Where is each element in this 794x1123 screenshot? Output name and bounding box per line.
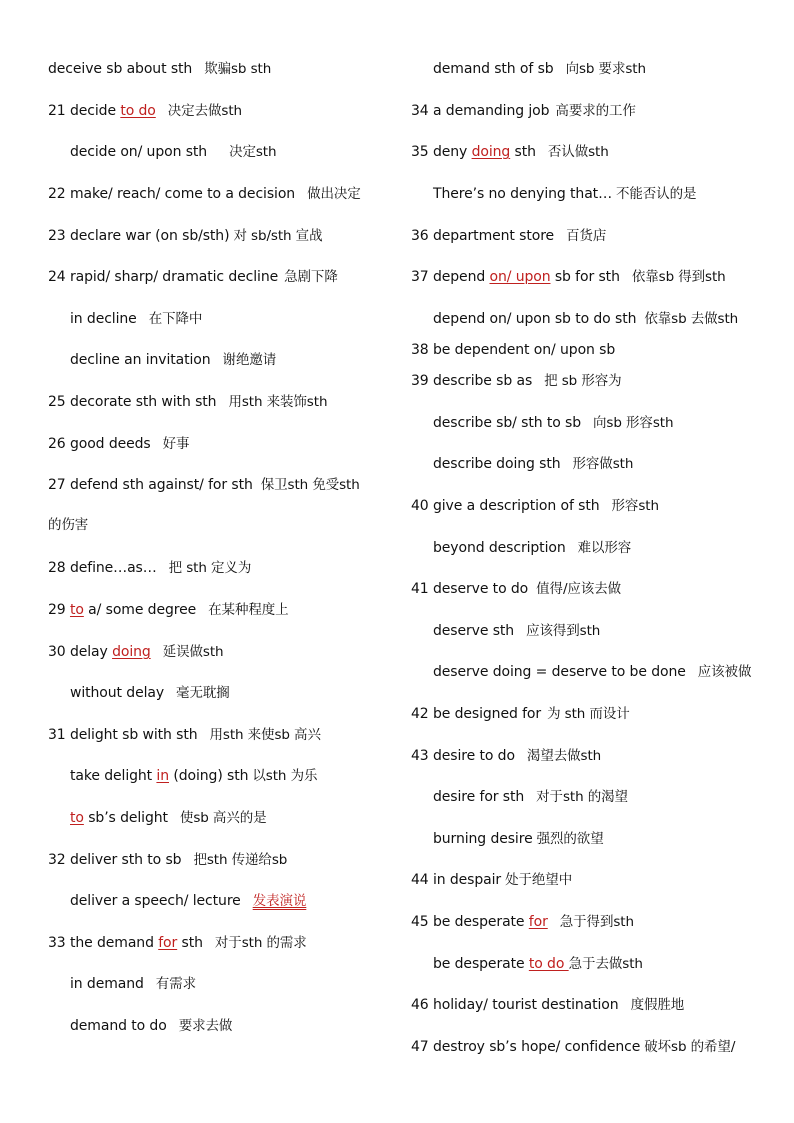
english-phrase: decide on/ upon sth: [70, 144, 208, 160]
entry-line: [48, 59, 271, 79]
chinese-meaning: 谢绝邀请: [222, 352, 277, 368]
chinese-meaning: 把sth 传递给sb: [193, 852, 288, 868]
entry-line: [411, 142, 609, 162]
chinese-meaning: 强烈的欲望: [536, 831, 604, 847]
highlighted-word: for: [158, 935, 178, 951]
english-phrase: 45 be desperate: [411, 914, 529, 930]
chinese-meaning: 否认做sth: [547, 144, 609, 160]
english-phrase: in demand: [70, 976, 144, 992]
entry-line: [70, 974, 196, 994]
english-phrase: 36 department store: [411, 228, 555, 244]
chinese-meaning: 以sth 为乐: [252, 768, 318, 784]
highlighted-word: on/ upon: [489, 269, 551, 285]
entry-line: [411, 226, 606, 246]
english-phrase: a/ some degree: [83, 602, 197, 618]
english-phrase: 28 define…as…: [48, 560, 157, 576]
highlighted-word: for: [528, 914, 548, 930]
chinese-meaning: 处于绝望中: [505, 872, 573, 888]
entry-line: [411, 371, 622, 391]
english-phrase: 31 delight sb with sth: [48, 727, 198, 743]
chinese-meaning: 有需求: [155, 976, 196, 992]
chinese-meaning: 毫无耽搁: [176, 685, 230, 701]
english-phrase: be desperate: [433, 956, 529, 972]
entry-line: [70, 891, 306, 911]
english-phrase: 22 make/ reach/ come to a decision: [48, 186, 296, 202]
chinese-meaning: 向sb 形容sth: [593, 415, 674, 431]
english-phrase: (doing) sth: [169, 768, 249, 784]
english-phrase: 29: [48, 602, 70, 618]
entry-line: [411, 1037, 735, 1057]
english-phrase: 37 depend: [411, 269, 490, 285]
entry-line: [433, 59, 646, 79]
entry-line: [411, 267, 726, 287]
entry-line: [411, 746, 601, 766]
chinese-meaning: 在下降中: [148, 311, 203, 327]
entry-line: [70, 350, 276, 370]
entry-line: [48, 267, 338, 287]
english-phrase: 43 desire to do: [411, 748, 515, 764]
highlighted-word: to do: [528, 956, 569, 972]
english-phrase: decline an invitation: [70, 352, 211, 368]
chinese-meaning: 急于得到sth: [559, 914, 634, 930]
chinese-meaning: 急剧下降: [284, 269, 338, 285]
chinese-meaning: 用sth 来使sb 高兴: [209, 727, 321, 743]
highlighted-word: to: [70, 810, 84, 826]
entry-line: [48, 933, 307, 953]
entry-line: [48, 434, 189, 454]
chinese-meaning: 度假胜地: [630, 997, 685, 1013]
entry-line: [70, 683, 230, 703]
english-phrase: 41 deserve to do: [411, 581, 529, 597]
english-phrase: deceive sb about sth: [48, 61, 193, 77]
chinese-meaning: 好事: [162, 436, 190, 452]
english-phrase: 38 be dependent on/ upon sb: [411, 342, 616, 358]
english-phrase: 39 describe sb as: [411, 373, 533, 389]
entry-line: [411, 995, 684, 1015]
entry-line: [433, 787, 628, 807]
english-phrase: depend on/ upon sb to do sth: [433, 311, 637, 327]
highlighted-word: to do: [120, 103, 156, 119]
entry-line: [411, 579, 621, 599]
entry-line: [411, 912, 634, 932]
chinese-meaning: 对于sth 的渴望: [536, 789, 628, 805]
entry-line: [70, 766, 317, 786]
english-phrase: 34 a demanding job: [411, 103, 550, 119]
english-phrase: 40 give a description of sth: [411, 498, 600, 514]
entry-line: [411, 340, 615, 360]
chinese-meaning: 使sb 高兴的是: [179, 810, 267, 826]
english-phrase: sth: [510, 144, 536, 160]
chinese-meaning: 保卫sth 免受sth: [260, 477, 360, 493]
chinese-meaning: 应该被做: [697, 664, 752, 680]
highlighted-word: to: [69, 602, 84, 618]
english-phrase: deserve sth: [433, 623, 515, 639]
chinese-meaning: 用sth 来装饰sth: [228, 394, 328, 410]
english-phrase: 24 rapid/ sharp/ dramatic decline: [48, 269, 279, 285]
chinese-meaning: 对 sb/sth 宣战: [233, 228, 323, 244]
entry-line: [48, 475, 360, 495]
english-phrase: sth: [177, 935, 203, 951]
chinese-meaning: 渴望去做sth: [526, 748, 602, 764]
english-phrase: 46 holiday/ tourist destination: [411, 997, 619, 1013]
chinese-meaning: 决定去做sth: [167, 103, 242, 119]
chinese-meaning: 百货店: [566, 228, 607, 244]
entry-line: [433, 829, 604, 849]
english-phrase: 32 deliver sth to sb: [48, 852, 182, 868]
entry-line: [48, 725, 321, 745]
english-phrase: deliver a speech/ lecture: [70, 893, 241, 909]
entry-line: [411, 704, 630, 724]
english-phrase: deserve doing = deserve to be done: [433, 664, 686, 680]
english-phrase: describe sb/ sth to sb: [433, 415, 582, 431]
chinese-meaning: 应该得到sth: [526, 623, 601, 639]
chinese-meaning: 形容做sth: [572, 456, 634, 472]
entry-line: [433, 309, 738, 329]
english-phrase: 21 decide: [48, 103, 121, 119]
chinese-meaning: 为 sth 而设计: [547, 706, 630, 722]
english-phrase: 47 destroy sb’s hope/ confidence: [411, 1039, 641, 1055]
highlighted-word: doing: [112, 644, 151, 660]
english-phrase: 42 be designed for: [411, 706, 542, 722]
chinese-meaning: 决定sth: [229, 144, 277, 160]
chinese-meaning: 在某种程度上: [208, 602, 289, 618]
english-phrase: 44 in despair: [411, 872, 502, 888]
english-phrase: 30 delay: [48, 644, 113, 660]
english-phrase: in decline: [70, 311, 137, 327]
english-phrase: without delay: [70, 685, 165, 701]
chinese-meaning: 形容sth: [611, 498, 659, 514]
english-phrase: sb’s delight: [83, 810, 168, 826]
entry-line: [48, 184, 361, 204]
english-phrase: describe doing sth: [433, 456, 561, 472]
english-phrase: burning desire: [433, 831, 533, 847]
chinese-meaning: 破坏sb 的希望/: [644, 1039, 736, 1055]
chinese-meaning: 欺骗sb sth: [204, 61, 272, 77]
english-phrase: beyond description: [433, 540, 566, 556]
english-phrase: 25 decorate sth with sth: [48, 394, 217, 410]
entry-line: [433, 662, 751, 682]
chinese-meaning: 依靠sb 得到sth: [631, 269, 726, 285]
entry-line: [433, 413, 673, 433]
chinese-meaning: 做出决定: [307, 186, 361, 202]
english-phrase: 23 declare war (on sb/sth): [48, 228, 230, 244]
entry-line: [48, 850, 287, 870]
entry-line: [433, 621, 600, 641]
chinese-meaning: 把 sb 形容为: [544, 373, 622, 389]
chinese-meaning: 向sb 要求sth: [565, 61, 646, 77]
entry-line: [411, 496, 659, 516]
chinese-meaning: 高要求的工作: [555, 103, 636, 119]
chinese-meaning: 不能否认的是: [615, 186, 697, 202]
highlighted-word: doing: [471, 144, 511, 160]
entry-line: [70, 808, 267, 828]
english-phrase: desire for sth: [433, 789, 525, 805]
chinese-meaning: 依靠sb 去做sth: [644, 311, 739, 327]
entry-line-continuation: [48, 515, 88, 535]
entry-line: [433, 954, 643, 974]
english-phrase: take delight: [70, 768, 157, 784]
chinese-meaning: 对于sth 的需求: [214, 935, 307, 951]
english-phrase: 35 deny: [411, 144, 472, 160]
entry-line: [433, 454, 633, 474]
entry-line: [48, 392, 327, 412]
chinese-meaning: 的伤害: [48, 517, 89, 533]
chinese-meaning: 急于去做sth: [568, 956, 643, 972]
chinese-meaning: 值得/应该去做: [536, 581, 621, 597]
chinese-meaning: 要求去做: [178, 1018, 233, 1034]
entry-line: [70, 309, 202, 329]
entry-line: [70, 142, 276, 162]
entry-line: [48, 642, 223, 662]
entry-line: [411, 870, 572, 890]
chinese-meaning: 发表演说: [252, 893, 307, 909]
english-phrase: 27 defend sth against/ for sth: [48, 477, 253, 493]
chinese-meaning: 把 sth 定义为: [168, 560, 252, 576]
english-phrase: sb for sth: [550, 269, 620, 285]
entry-line: [70, 1016, 232, 1036]
entry-line: [48, 558, 251, 578]
english-phrase: There’s no denying that…: [433, 186, 612, 202]
entry-line: [48, 600, 289, 620]
english-phrase: 33 the demand: [48, 935, 159, 951]
english-phrase: demand sth of sb: [433, 61, 554, 77]
entry-line: [433, 184, 696, 204]
english-phrase: demand to do: [70, 1018, 167, 1034]
chinese-meaning: 延误做sth: [162, 644, 224, 660]
entry-line: [411, 101, 636, 121]
entry-line: [48, 101, 242, 121]
english-phrase: 26 good deeds: [48, 436, 151, 452]
chinese-meaning: 难以形容: [577, 540, 632, 556]
entry-line: [48, 226, 322, 246]
highlighted-word: in: [156, 768, 169, 784]
entry-line: [433, 538, 631, 558]
